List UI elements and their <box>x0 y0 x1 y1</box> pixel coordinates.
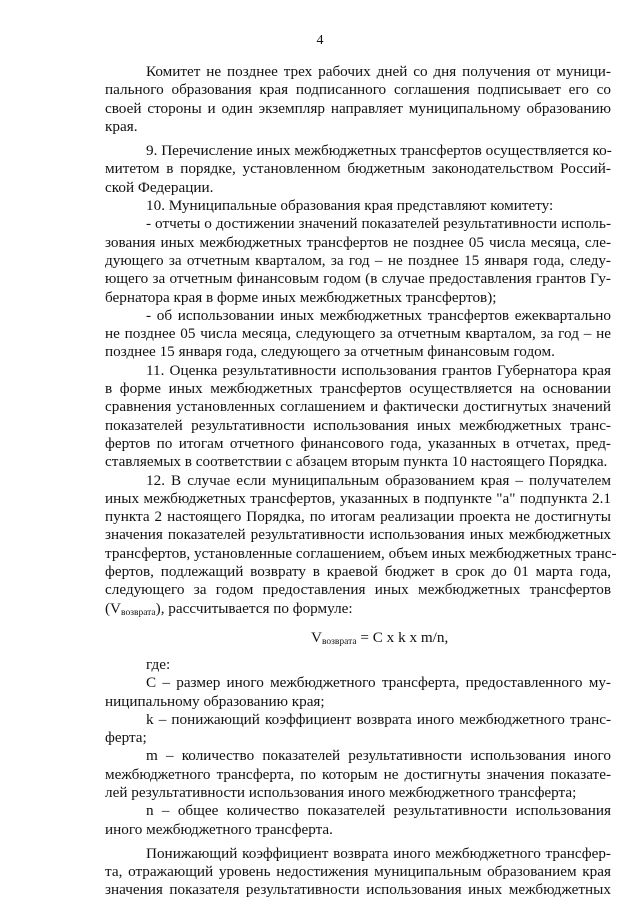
text-line: бернатора края в форме иных межбюджетных трансфертов); <box>105 288 497 306</box>
text-line: следующего за годом предоставления иных межбюджетных трансфертов <box>105 581 611 599</box>
text-line: C – размер иного межбюджетного трансферта, предоставленного му- <box>146 674 611 692</box>
text-line: 11. Оценка результативности использования грантов Губернатора края <box>146 361 611 379</box>
text-fragment: ), рассчитывается по формуле: <box>155 599 353 617</box>
formula <box>105 628 611 648</box>
text-line: фертов, подлежащий возврату в краевой бюджет в срок до 01 марта года, <box>105 563 611 581</box>
text-line: края. <box>105 117 138 135</box>
formula-subscript: возврата <box>321 636 357 647</box>
text-line: n – общее количество показателей результативности использования <box>146 802 611 820</box>
text-line: значения показателя результативности использования иных межбюджетных <box>105 881 611 899</box>
text-line: иного межбюджетного трансферта. <box>105 820 333 838</box>
text-line: митетом в порядке, установленном бюджетным законодательством Россий- <box>105 160 611 178</box>
text-line: Комитет не позднее трех рабочих дней со дня получения от муници- <box>146 63 611 80</box>
text-line: не позднее 05 числа месяца, следующего за отчетным кварталом, за год – не <box>105 325 611 343</box>
text-line: ниципальному образованию края; <box>105 692 325 710</box>
text-line: ской Федерации. <box>105 178 214 196</box>
text-line: k – понижающий коэффициент возврата иного межбюджетного транс- <box>146 710 611 728</box>
text-line: m – количество показателей результативности использования иного <box>146 747 611 765</box>
text-line: 12. В случае если муниципальным образованием края – получателем <box>146 471 611 489</box>
text-line <box>105 600 611 618</box>
text-line: сравнения установленных соглашением и фактически достигнутых значений <box>105 398 611 416</box>
text-line: та, отражающий уровень недостижения муниципальным образованием края <box>105 863 611 881</box>
text-line: ставляемых в соответствии с абзацем вторым пункта 10 настоящего Порядка. <box>105 453 608 471</box>
formula-subscript: возврата <box>121 607 156 618</box>
text-line: в форме иных межбюджетных трансфертов осуществляется на основании <box>105 380 611 398</box>
text-line: лей результативности использования иного межбюджетного трансферта; <box>105 783 577 801</box>
text-line: - об использовании иных межбюджетных трансфертов ежеквартально <box>146 306 611 324</box>
text-line: значения показателей результативности использования иных межбюджетных <box>105 526 611 544</box>
text-line: пункта 2 настоящего Порядка, по итогам реализации проекта не достигнуты <box>105 508 611 526</box>
text-line: межбюджетного трансферта, по которым не достигнуты значения показате- <box>105 765 611 783</box>
text-line: трансфертов, установленные соглашением, объем иных межбюджетных транс- <box>105 544 617 562</box>
text-line: своей стороны и один экземпляр направляет муниципальному образованию <box>105 99 611 117</box>
page-number: 4 <box>316 33 324 48</box>
text-line: иных межбюджетных трансфертов, указанных в подпункте "а" подпункта 2.1 <box>105 489 611 507</box>
text-line: - отчеты о достижении значений показателей результативности исполь- <box>146 215 611 233</box>
text-line: позднее 15 января года, следующего за отчетным финансовым годом. <box>105 343 555 361</box>
formula-var-v: (V <box>105 599 122 617</box>
text-line: где: <box>146 655 171 673</box>
text-line: ферта; <box>105 729 147 747</box>
text-line: 10. Муниципальные образования края представляют комитету: <box>146 197 554 215</box>
formula-expression: = C x k x m/n, <box>356 628 449 646</box>
formula-var-v: V <box>311 628 322 646</box>
text-line: зования иных межбюджетных трансфертов не позднее 05 числа месяца, сле- <box>105 233 611 251</box>
document-body <box>105 63 617 900</box>
text-line: дующего за отчетным кварталом, за год – не позднее 15 января года, следу- <box>105 251 611 269</box>
text-line: ющего за отчетным финансовым годом (в случае предоставления грантов Гу- <box>105 270 611 288</box>
text-line: 9. Перечисление иных межбюджетных трансфертов осуществляется ко- <box>146 142 612 160</box>
text-line: показателей результативности использования иных межбюджетных транс- <box>105 416 611 434</box>
text-line: пального образования края подписанного соглашения подписывает его со <box>105 81 611 99</box>
text-line: Понижающий коэффициент возврата иного межбюджетного трансфер- <box>146 844 611 862</box>
text-line: фертов по итогам отчетного финансового года, указанных в отчетах, пред- <box>105 434 611 452</box>
